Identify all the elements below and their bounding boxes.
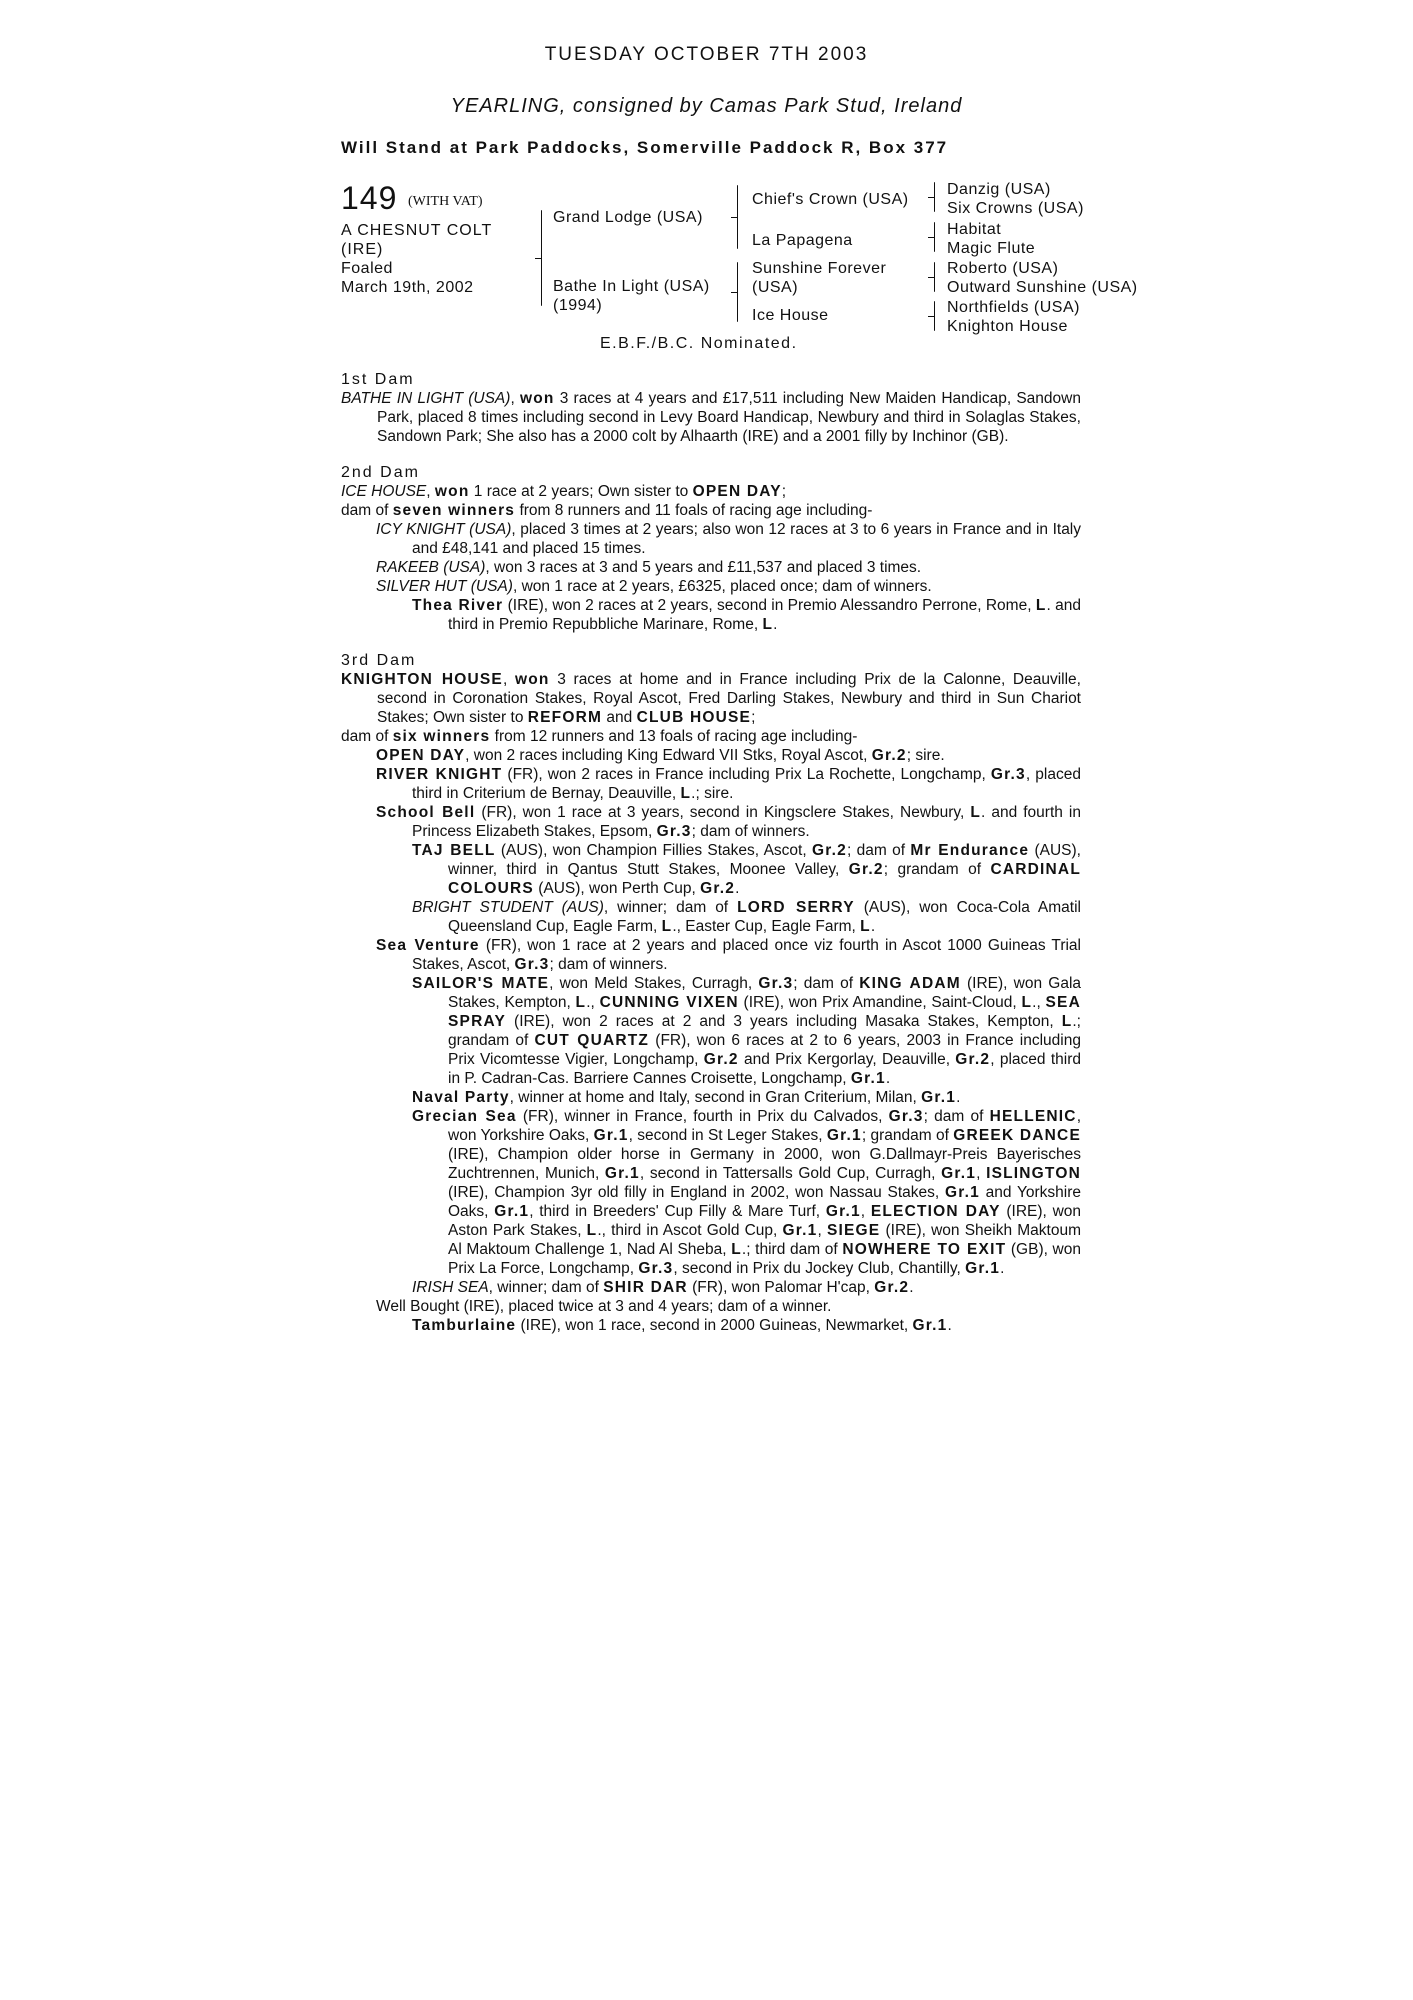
entry-text: (IRE), won Aston Park Stakes, — [448, 1203, 1082, 1239]
entry-text: ; dam of — [923, 1108, 990, 1125]
pedigree-sire-dam: La Papagena — [752, 232, 853, 249]
pedigree-brace — [934, 262, 935, 292]
bold-name: L — [1021, 994, 1033, 1011]
bold-name: Gr.1 — [782, 1222, 818, 1239]
pedigree-dam-sire: Sunshine Forever — [752, 260, 887, 277]
pedigree-sire: Grand Lodge (USA) — [553, 209, 703, 226]
entry-text: , winner; dam of — [603, 899, 738, 916]
sale-date: TUESDAY OCTOBER 7TH 2003 — [544, 44, 869, 65]
italic-name: BATHE IN LIGHT (USA) — [341, 390, 511, 407]
bold-name: Gr.1 — [944, 1184, 980, 1201]
pedigree-ancestor: Outward Sunshine (USA) — [947, 279, 1138, 296]
pedigree-brace — [934, 301, 935, 331]
bold-name: Gr.1 — [494, 1203, 530, 1220]
dam-section-title: 2nd Dam — [341, 464, 420, 481]
vat-note: (WITH VAT) — [408, 194, 483, 209]
entry-text: . — [773, 616, 778, 633]
entry-text: ; dam of — [846, 842, 911, 859]
entry-text: . and third in Premio Repubbliche Marinare, Rome, — [448, 597, 1082, 633]
pedigree-entry — [341, 1297, 1081, 1316]
entry-text: , — [426, 483, 435, 500]
entry-text: 1 race at 2 years; Own sister to — [469, 483, 693, 500]
bold-name: L — [762, 616, 774, 633]
entry-text: , placed 3 times at 2 years; also won 12 races at 3 to 6 years in France and in Italy and £48,141 and placed 15 times. — [412, 521, 1082, 557]
entry-text: . and fourth in Princess Elizabeth Stakes, Epsom, — [412, 804, 1081, 840]
entry-text: , — [976, 1165, 987, 1182]
nomination-note: E.B.F./B.C. Nominated. — [600, 335, 798, 352]
pedigree-ancestor: Knighton House — [947, 318, 1068, 335]
pedigree-entry — [341, 974, 1081, 1088]
bold-name: Gr.3 — [638, 1260, 674, 1277]
italic-name: BRIGHT STUDENT (AUS) — [412, 899, 604, 916]
bold-name: Sea Venture — [376, 937, 480, 954]
entry-text: dam of — [341, 502, 393, 519]
entry-text: (IRE), won 2 races at 2 and 3 years including Masaka Stakes, Kempton, — [505, 1013, 1062, 1030]
bold-name: REFORM — [527, 709, 603, 726]
pedigree-entry — [341, 596, 1081, 634]
bold-name: won — [434, 483, 470, 500]
entry-text: (IRE), won 2 races at 2 years, second in Premio Alessandro Perrone, Rome, — [503, 597, 1036, 614]
bold-name: Grecian Sea — [412, 1108, 517, 1125]
pedigree-entry — [341, 482, 1081, 501]
entry-text: and Prix Kergorlay, Deauville, — [738, 1051, 956, 1068]
bold-name: GREEK DANCE — [953, 1127, 1081, 1144]
entry-text: (IRE), won Sheikh Maktoum Al Maktoum Challenge 1, Nad Al Sheba, — [448, 1222, 1081, 1258]
entry-text: ; dam of — [793, 975, 860, 992]
entry-text: , won Yorkshire Oaks, — [448, 1108, 1082, 1144]
pedigree-brace — [737, 262, 738, 322]
bold-name: Gr.1 — [593, 1127, 629, 1144]
entry-text: (IRE), Champion 3yr old filly in England in 2002, won Nassau Stakes, — [448, 1184, 945, 1201]
entry-text: . — [885, 1070, 891, 1087]
bold-name: Gr.2 — [812, 842, 847, 859]
pedigree-brace — [541, 210, 542, 306]
pedigree-dam-sire-origin: (USA) — [752, 279, 799, 296]
foaled-date: March 19th, 2002 — [341, 279, 474, 296]
entry-text: . — [947, 1317, 952, 1334]
entry-text: . — [909, 1279, 914, 1296]
entry-text: (IRE), won Gala Stakes, Kempton, — [448, 975, 1082, 1011]
bold-name: OPEN DAY — [692, 483, 782, 500]
entry-text: . — [735, 880, 740, 897]
bold-name: Gr.2 — [700, 880, 736, 897]
entry-text: ., third in Ascot Gold Cup, — [597, 1222, 783, 1239]
bold-name: KING ADAM — [859, 975, 961, 992]
entry-text: , second in Prix du Jockey Club, Chantilly, — [673, 1260, 966, 1277]
entry-text: 3 races at home and in France including Prix de la Calonne, Deauville, second in Coronation Stakes, Royal Ascot, Fred Darling Stakes, Newbury and third in Sun Chariot Stakes; Own sister to — [377, 671, 1081, 726]
entry-text: . — [870, 918, 876, 935]
entry-text: (FR), won 1 race at 3 years, second in Kingsclere Stakes, Newbury, — [475, 804, 971, 821]
lot-number: 149 — [341, 180, 398, 216]
bold-name: Gr.1 — [912, 1317, 948, 1334]
pedigree-ancestor: Magic Flute — [947, 240, 1036, 257]
bold-name: NOWHERE TO EXIT — [842, 1241, 1007, 1258]
pedigree-entry — [341, 1316, 1081, 1335]
pedigree-entry — [341, 1107, 1081, 1278]
bold-name: Gr.1 — [825, 1203, 861, 1220]
bold-name: L — [860, 918, 871, 935]
entry-text: , won 2 races including King Edward VII Stks, Royal Ascot, — [465, 747, 872, 764]
pedigree-dam: Bathe In Light (USA) — [553, 278, 710, 295]
entry-text: , — [502, 671, 515, 688]
pedigree-entry — [341, 936, 1081, 974]
entry-text: , placed third in Criterium de Bernay, Deauville, — [412, 766, 1081, 802]
entry-text: , won Meld Stakes, Curragh, — [549, 975, 759, 992]
pedigree-entry — [341, 389, 1081, 446]
foaled-label: Foaled — [341, 260, 393, 277]
entry-text: ; dam of winners. — [691, 823, 810, 840]
entry-text: (GB), won Prix La Force, Longchamp, — [448, 1241, 1081, 1277]
entry-text: (AUS), won Champion Fillies Stakes, Ascot, — [495, 842, 812, 859]
bold-name: RIVER KNIGHT — [376, 766, 503, 783]
bold-name: School Bell — [376, 804, 476, 821]
bold-name: SEA SPRAY — [448, 994, 1081, 1030]
bold-name: KNIGHTON HOUSE — [341, 671, 503, 688]
entry-text: (FR), won 1 race at 2 years and placed once viz fourth in Ascot 1000 Guineas Trial Stakes, Ascot, — [412, 937, 1081, 973]
bold-name: L — [661, 918, 673, 935]
family-history — [341, 370, 1081, 1335]
bold-name: TAJ BELL — [412, 842, 496, 859]
entry-text: (FR), won 2 races in France including Prix La Rochette, Longchamp, — [502, 766, 991, 783]
pedigree-entry — [341, 670, 1081, 727]
bold-name: L — [575, 994, 587, 1011]
entry-text: ; grandam of — [883, 861, 991, 878]
bold-name: Gr.1 — [965, 1260, 1001, 1277]
entry-text: ; sire. — [906, 747, 945, 764]
entry-text: , second in St Leger Stakes, — [628, 1127, 827, 1144]
bold-name: SAILOR'S MATE — [412, 975, 550, 992]
entry-text: and — [602, 709, 637, 726]
pedigree-dam-dam: Ice House — [752, 307, 829, 324]
bold-name: CUNNING VIXEN — [599, 994, 739, 1011]
bold-name: ISLINGTON — [986, 1165, 1081, 1182]
bold-name: Gr.1 — [850, 1070, 886, 1087]
pedigree-brace — [737, 185, 738, 249]
bold-name: OPEN DAY — [376, 747, 466, 764]
bold-name: Gr.2 — [703, 1051, 739, 1068]
pedigree-ancestor: Six Crowns (USA) — [947, 200, 1084, 217]
bold-name: CARDINAL COLOURS — [448, 861, 1081, 897]
entry-text: . — [956, 1089, 961, 1106]
bold-name: SHIR DAR — [603, 1279, 688, 1296]
bold-name: Gr.2 — [874, 1279, 910, 1296]
entry-text: , placed third in P. Cadran-Cas. Barriere Cannes Croisette, Longchamp, — [448, 1051, 1081, 1087]
bold-name: Gr.3 — [514, 956, 550, 973]
pedigree-ancestor: Roberto (USA) — [947, 260, 1059, 277]
pedigree-sire-sire: Chief's Crown (USA) — [752, 191, 909, 208]
entry-text: , — [817, 1222, 827, 1239]
entry-text: (AUS), won Coca-Cola Amatil Queensland Cup, Eagle Farm, — [448, 899, 1081, 935]
entry-text: dam of — [341, 728, 393, 745]
bold-name: ELECTION DAY — [870, 1203, 1001, 1220]
dam-section-title: 1st Dam — [341, 371, 415, 388]
bold-name: six winners — [392, 728, 491, 745]
pedigree-entry — [341, 765, 1081, 803]
entry-text: ; — [781, 483, 787, 500]
bold-name: Gr.3 — [888, 1108, 924, 1125]
pedigree-ancestor: Danzig (USA) — [947, 181, 1051, 198]
bold-name: seven winners — [392, 502, 516, 519]
entry-text: , second in Tattersalls Gold Cup, Curragh, — [639, 1165, 942, 1182]
entry-text: (FR), won Palomar H'cap, — [687, 1279, 875, 1296]
entry-text: (FR), winner in France, fourth in Prix du Calvados, — [516, 1108, 889, 1125]
pedigree-entry — [341, 1278, 1081, 1297]
bold-name: Thea River — [412, 597, 504, 614]
entry-text: ; dam of winners. — [549, 956, 668, 973]
bold-name: HELLENIC — [989, 1108, 1077, 1125]
entry-text: 3 races at 4 years and £17,511 including New Maiden Handicap, Sandown Park, placed 8 times including second in Levy Board Handicap, Newbury and third in Solaglas Stakes, Sandown Park; She also has a 2000 colt by Alhaarth (IRE) and a 2001 filly by Inchinor (GB). — [377, 390, 1081, 445]
bold-name: L — [970, 804, 982, 821]
entry-text: .; third dam of — [741, 1241, 843, 1258]
entry-text: .; sire. — [691, 785, 734, 802]
consignor-line: YEARLING, consigned by Camas Park Stud, Ireland — [450, 95, 963, 117]
entry-text: , won 1 race at 2 years, £6325, placed once; dam of winners. — [512, 578, 932, 595]
entry-text: Well Bought (IRE), placed twice at 3 and 4 years; dam of a winner. — [376, 1298, 832, 1315]
entry-text: and Yorkshire Oaks, — [448, 1184, 1081, 1220]
entry-text: ., Easter Cup, Eagle Farm, — [672, 918, 861, 935]
pedigree-entry — [341, 577, 1081, 596]
bold-name: Gr.3 — [990, 766, 1026, 783]
entry-text: (IRE), Champion older horse in Germany in 2000, won G.Dallmayr-Preis Bayerisches Zuchtrennen, Munich, — [448, 1146, 1081, 1182]
entry-text: (FR), won 6 races at 2 to 6 years, 2003 in France including Prix Vicomtesse Vigier, Longchamp, — [448, 1032, 1081, 1068]
italic-name: RAKEEB (USA) — [376, 559, 486, 576]
italic-name: SILVER HUT (USA) — [376, 578, 513, 595]
bold-name: LORD SERRY — [737, 899, 855, 916]
pedigree-entry — [341, 558, 1081, 577]
bold-name: won — [519, 390, 555, 407]
pedigree-entry — [341, 898, 1081, 936]
entry-text: (AUS), won Perth Cup, — [533, 880, 701, 897]
bold-name: L — [1035, 597, 1047, 614]
pedigree-entry — [341, 501, 1081, 520]
entry-text: (AUS), winner, third in Qantus Stutt Stakes, Moonee Valley, — [448, 842, 1081, 878]
entry-text: , — [860, 1203, 871, 1220]
entry-text: ., — [586, 994, 600, 1011]
entry-text: ., — [1032, 994, 1046, 1011]
bold-name: Naval Party — [412, 1089, 510, 1106]
bold-name: Gr.3 — [758, 975, 794, 992]
entry-text: , winner; dam of — [488, 1279, 604, 1296]
bold-name: Gr.1 — [604, 1165, 640, 1182]
pedigree-ancestor: Northfields (USA) — [947, 299, 1080, 316]
entry-text: (IRE), won 1 race, second in 2000 Guineas, Newmarket, — [516, 1317, 913, 1334]
entry-text: , winner at home and Italy, second in Gran Criterium, Milan, — [509, 1089, 922, 1106]
pedigree-entry — [341, 746, 1081, 765]
italic-name: IRISH SEA — [412, 1279, 489, 1296]
bold-name: L — [731, 1241, 742, 1258]
bold-name: L — [680, 785, 692, 802]
bold-name: L — [1061, 1013, 1073, 1030]
entry-text: from 12 runners and 13 foals of racing age including- — [490, 728, 858, 745]
horse-description: A CHESNUT COLT — [341, 222, 493, 239]
italic-name: ICY KNIGHT (USA) — [376, 521, 512, 538]
entry-text: ; — [751, 709, 756, 726]
bold-name: Gr.2 — [955, 1051, 991, 1068]
pedigree-dam-year: (1994) — [553, 297, 603, 314]
entry-text: , won 3 races at 3 and 5 years and £11,537 and placed 3 times. — [485, 559, 922, 576]
entry-text: . — [1000, 1260, 1005, 1277]
bold-name: Gr.2 — [871, 747, 907, 764]
entry-text: , third in Breeders' Cup Filly & Mare Turf, — [529, 1203, 826, 1220]
pedigree-ancestor: Habitat — [947, 221, 1002, 238]
bold-name: Gr.1 — [826, 1127, 862, 1144]
bold-name: L — [586, 1222, 598, 1239]
bold-name: Gr.1 — [921, 1089, 957, 1106]
bold-name: Gr.1 — [941, 1165, 977, 1182]
entry-text: from 8 runners and 11 foals of racing age including- — [515, 502, 873, 519]
pedigree-entry — [341, 803, 1081, 841]
bold-name: Mr Endurance — [910, 842, 1030, 859]
entry-text: (IRE), won Prix Amandine, Saint-Cloud, — [738, 994, 1022, 1011]
entry-text: , — [510, 390, 520, 407]
pedigree-entry — [341, 841, 1081, 898]
pedigree-brace — [934, 222, 935, 252]
pedigree-entry — [341, 1088, 1081, 1107]
dam-section-title: 3rd Dam — [341, 652, 417, 669]
pedigree-entry — [341, 727, 1081, 746]
bold-name: CLUB HOUSE — [636, 709, 752, 726]
horse-origin: (IRE) — [341, 241, 384, 258]
bold-name: SIEGE — [826, 1222, 881, 1239]
bold-name: Gr.2 — [848, 861, 884, 878]
bold-name: Gr.3 — [656, 823, 692, 840]
bold-name: Tamburlaine — [412, 1317, 517, 1334]
stand-location: Will Stand at Park Paddocks, Somerville Paddock R, Box 377 — [341, 138, 949, 157]
entry-text: .; grandam of — [448, 1013, 1081, 1049]
pedigree-entry — [341, 520, 1081, 558]
italic-name: ICE HOUSE — [341, 483, 427, 500]
bold-name: CUT QUARTZ — [534, 1032, 650, 1049]
entry-text: ; grandam of — [861, 1127, 954, 1144]
pedigree-brace — [934, 182, 935, 212]
bold-name: won — [514, 671, 550, 688]
